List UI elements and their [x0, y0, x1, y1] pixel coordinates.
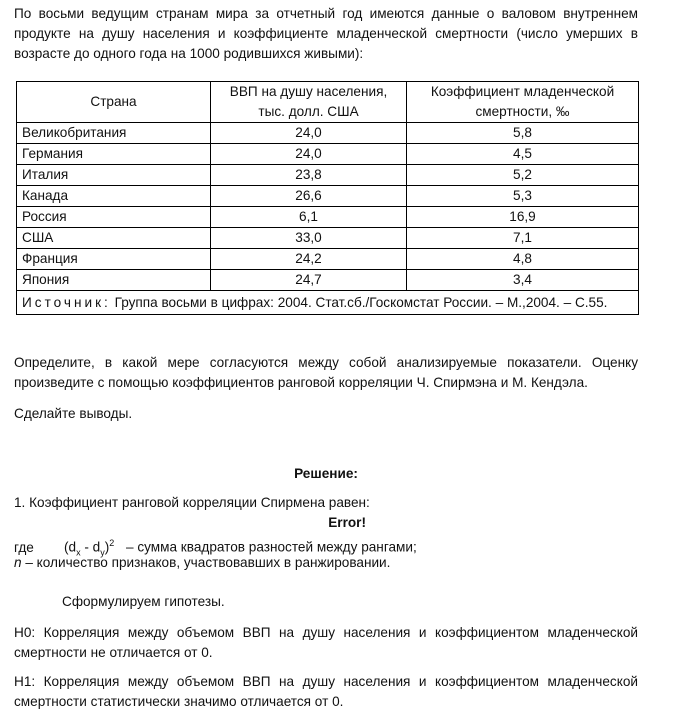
- cell-gdp: 24,0: [211, 144, 407, 165]
- cell-country: Германия: [17, 144, 211, 165]
- n-text: – количество признаков, участвовавших в ранжировании.: [21, 555, 391, 570]
- cell-mortality: 5,2: [407, 165, 639, 186]
- cell-gdp: 6,1: [211, 207, 407, 228]
- n-line: [14, 553, 638, 573]
- cell-mortality: 16,9: [407, 207, 639, 228]
- cell-gdp: 23,8: [211, 165, 407, 186]
- formula-error: Error!: [328, 515, 366, 530]
- cell-country: Япония: [17, 270, 211, 291]
- where-text: – сумма квадратов разностей между рангами;: [126, 539, 417, 555]
- cell-gdp: 24,0: [211, 123, 407, 144]
- table-row: [17, 249, 639, 270]
- cell-country: Великобритания: [17, 123, 211, 144]
- spearman-line: 1. Коэффициент ранговой корреляции Спирмена равен:: [14, 495, 370, 510]
- n-variable: n: [14, 555, 22, 570]
- header-gdp: ВВП на душу населения, тыс. долл. США: [211, 82, 407, 123]
- source-row: [17, 291, 639, 315]
- table-header-row: [17, 82, 639, 123]
- cell-gdp: 26,6: [211, 186, 407, 207]
- table-row: [17, 270, 639, 291]
- conclude-paragraph: Сделайте выводы.: [14, 406, 133, 421]
- hypothesis-h0: H0: Корреляция между объемом ВВП на душу населения и коэффициентом младенческой смертности не отличается от 0.: [14, 625, 638, 660]
- cell-mortality: 5,8: [407, 123, 639, 144]
- table-row: [17, 123, 639, 144]
- cell-country: Италия: [17, 165, 211, 186]
- cell-mortality: 7,1: [407, 228, 639, 249]
- cell-country: Франция: [17, 249, 211, 270]
- dx-dy-symbol: $(d_x - d_y)^2$: [64, 538, 115, 558]
- cell-country: США: [17, 228, 211, 249]
- cell-mortality: 4,5: [407, 144, 639, 165]
- source-cell: [17, 291, 639, 315]
- intro-paragraph: По восьми ведущим странам мира за отчетный год имеются данные о валовом внутреннем продукте на душу населения и коэффициенте младенческой смертности (число умерших в возрасте до одного года на 1000 родившихся живыми):: [14, 6, 638, 61]
- source-text: Группа восьми в цифрах: 2004. Стат.сб./Госкомстат России. – М.,2004. – С.55.: [114, 295, 608, 310]
- source-label: Источник:: [22, 295, 111, 310]
- solution-heading: Решение:: [294, 466, 358, 481]
- data-table: [16, 81, 639, 315]
- cell-mortality: 4,8: [407, 249, 639, 270]
- table-row: [17, 228, 639, 249]
- table-row: [17, 144, 639, 165]
- table-row: [17, 165, 639, 186]
- cell-country: Россия: [17, 207, 211, 228]
- header-country: Страна: [17, 82, 211, 123]
- cell-gdp: 33,0: [211, 228, 407, 249]
- table-row: [17, 207, 639, 228]
- hypothesis-intro: Сформулируем гипотезы.: [62, 594, 225, 609]
- cell-mortality: 5,3: [407, 186, 639, 207]
- cell-gdp: 24,2: [211, 249, 407, 270]
- where-label: где: [14, 539, 34, 555]
- task-paragraph: Определите, в какой мере согласуются между собой анализируемые показатели. Оценку произведите с помощью коэффициентов ранговой корреляции Ч. Спирмэна и М. Кендэла.: [14, 355, 638, 390]
- cell-country: Канада: [17, 186, 211, 207]
- cell-mortality: 3,4: [407, 270, 639, 291]
- cell-gdp: 24,7: [211, 270, 407, 291]
- hypothesis-h1: H1: Корреляция между объемом ВВП на душу населения и коэффициентом младенческой смертности статистически значимо отличается от 0.: [14, 674, 638, 709]
- header-mortality: Коэффициент младенческой смертности, ‰: [407, 82, 639, 123]
- table-row: [17, 186, 639, 207]
